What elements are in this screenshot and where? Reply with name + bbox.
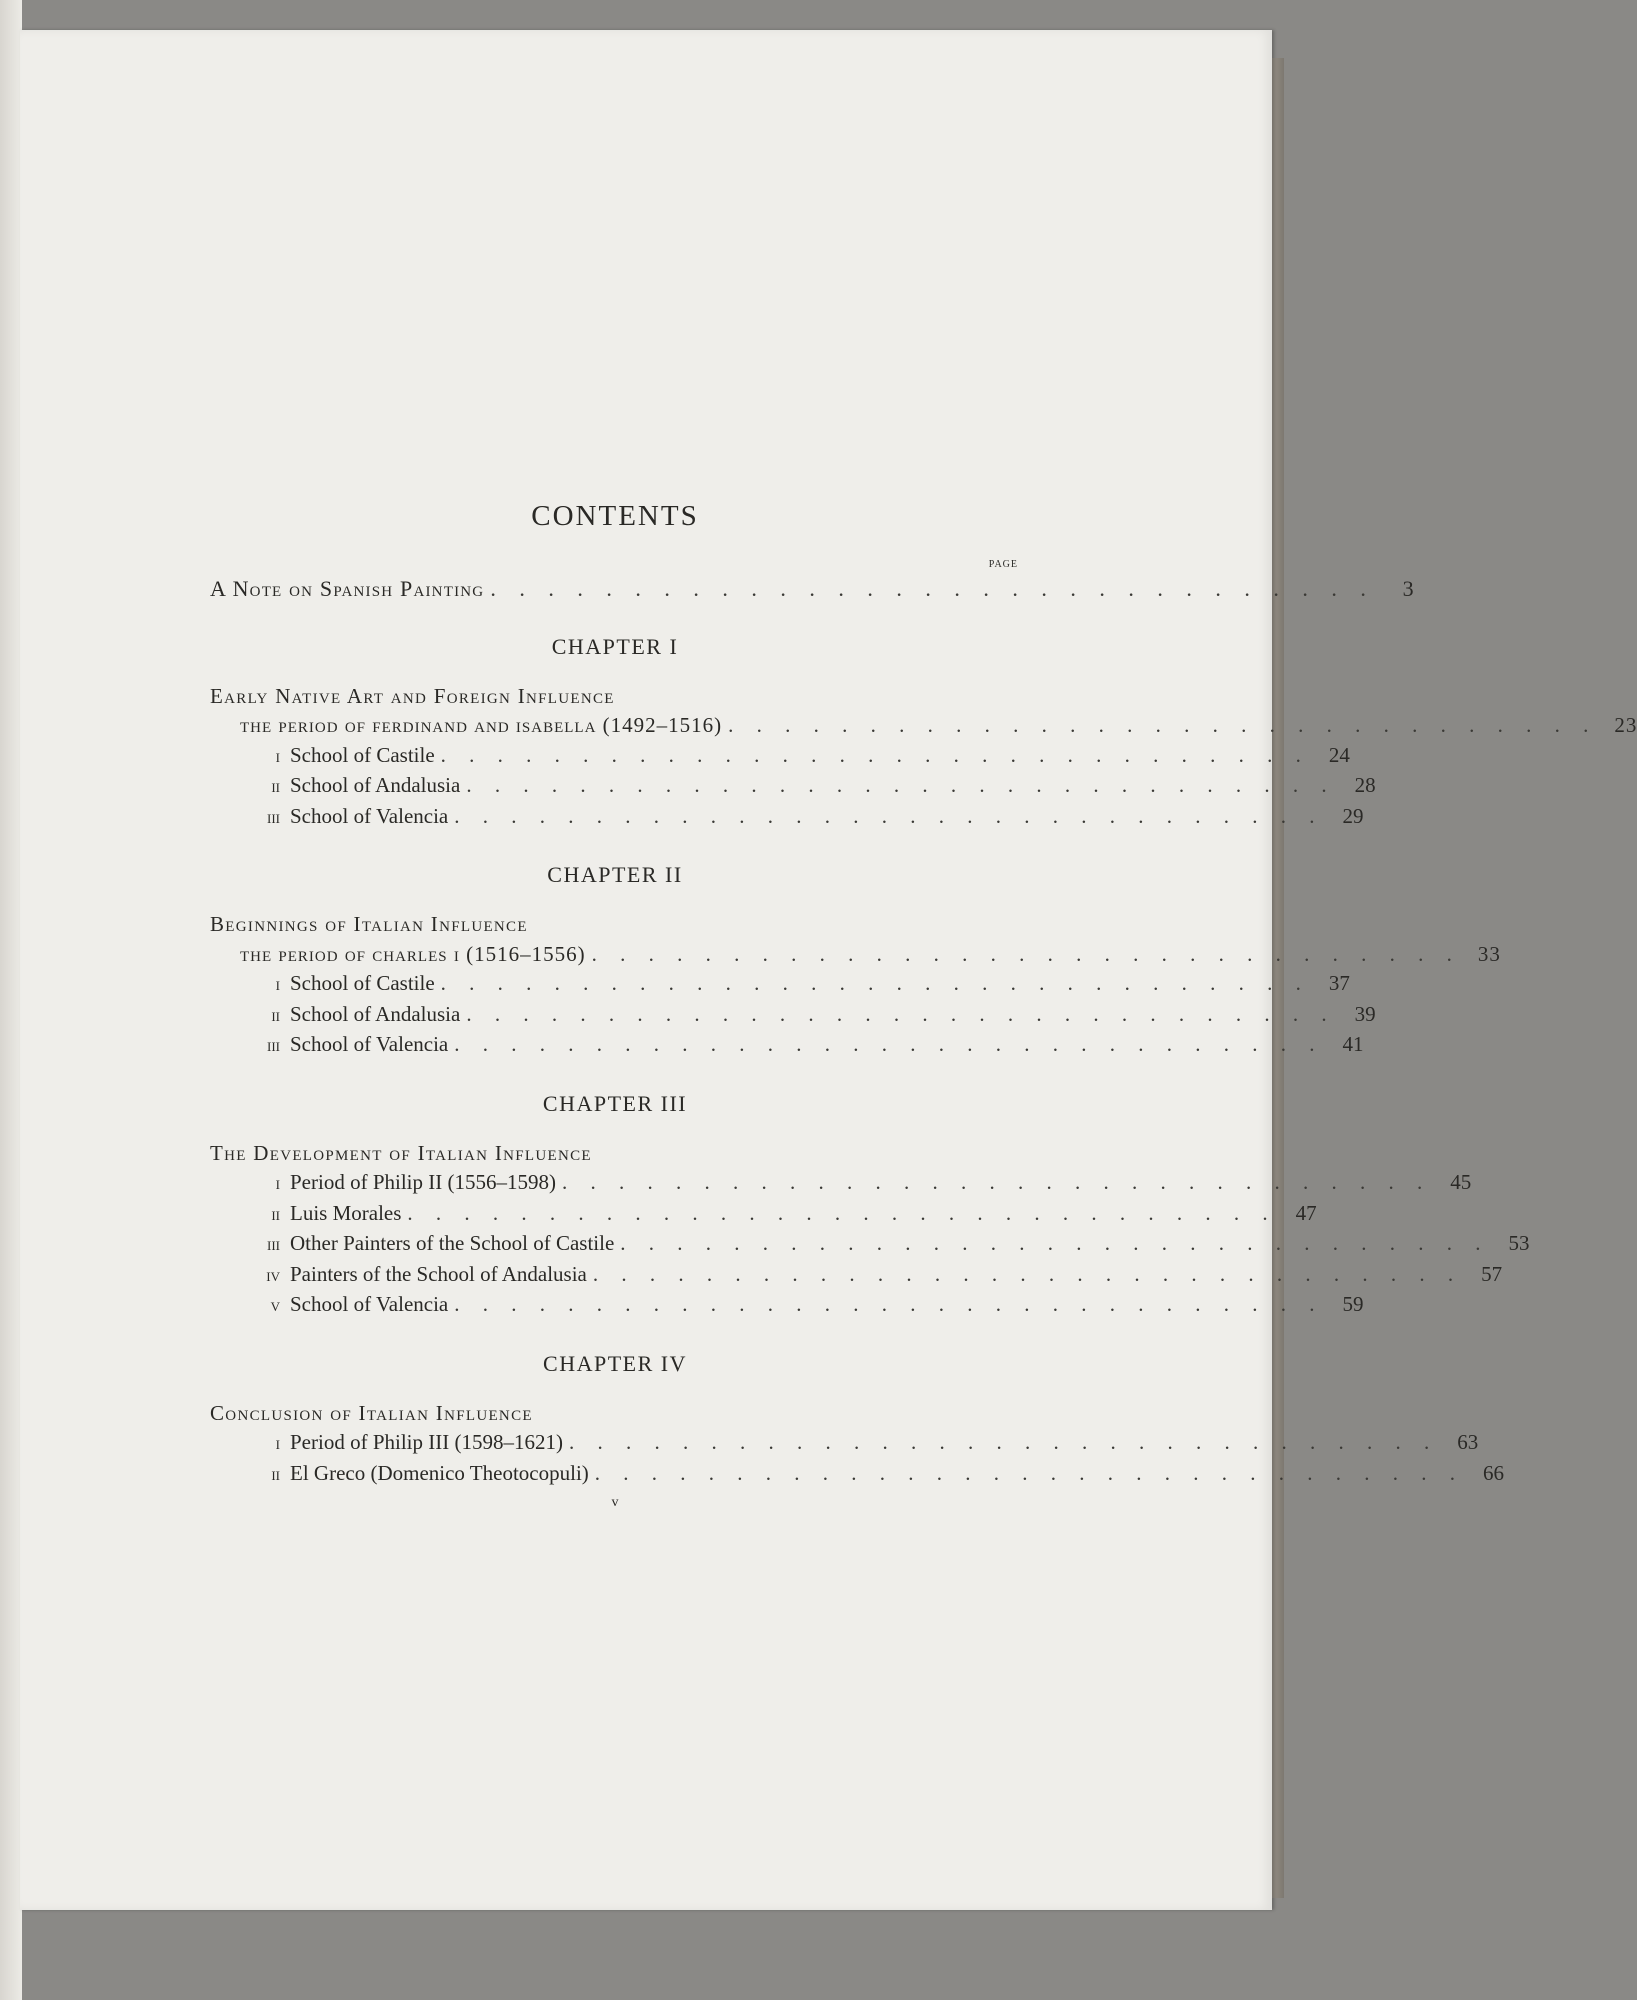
dot-leader: . . . . . . . . . . . . . . . . . . . . . . . . . . . . . . . bbox=[407, 1200, 1277, 1225]
section-number: i bbox=[275, 974, 280, 994]
entry-page: 45 bbox=[1450, 1170, 1472, 1194]
chapter-heading: CHAPTER II bbox=[547, 862, 683, 887]
entry-page: 59 bbox=[1342, 1292, 1364, 1316]
chapter-title: Early Native Art and Foreign Influence bbox=[210, 683, 615, 708]
section-number: ii bbox=[271, 1203, 280, 1224]
dot-leader: . . . . . . . . . . . . . . . . . . . . . . . . . . . . . . . bbox=[591, 941, 1461, 966]
period-entry bbox=[210, 711, 1637, 741]
section-number: iv bbox=[266, 1264, 280, 1285]
dot-leader: . . . . . . . . . . . . . . . . . . . . . . . . . . . . . . . bbox=[728, 713, 1598, 737]
dot-leader: . . . . . . . . . . . . . . . . . . . . . . . . . . . . . . . bbox=[620, 1231, 1490, 1255]
dot-leader: . . . . . . . . . . . . . . . . . . . . . . . . . . . . . . . bbox=[466, 773, 1336, 797]
entry-page: 47 bbox=[1295, 1200, 1317, 1225]
section-number: iii bbox=[267, 806, 280, 827]
entry-page: 23 bbox=[1614, 713, 1637, 737]
section-entry bbox=[210, 1199, 1317, 1230]
entry-label: School of Valencia bbox=[290, 1292, 449, 1316]
chapter-title: Conclusion of Italian Influence bbox=[210, 1400, 533, 1425]
dot-leader: . . . . . . . . . . . . . . . . . . . . . . . . . . . . . . . bbox=[568, 1430, 1439, 1454]
entry-label: Luis Morales bbox=[290, 1200, 402, 1225]
section-number: v bbox=[270, 1295, 280, 1315]
chapter-block bbox=[210, 1350, 1505, 1490]
section-entry bbox=[210, 802, 1364, 833]
period-entry bbox=[210, 940, 1501, 970]
chapter-title: The Development of Italian Influence bbox=[210, 1140, 592, 1165]
section-entry bbox=[210, 969, 1350, 1000]
dot-leader: . . . . . . . . . . . . . . . . . . . . . . . . . . . . . . . bbox=[440, 971, 1310, 995]
chapter-block bbox=[210, 862, 1501, 1061]
contents-list bbox=[210, 500, 1637, 1511]
page-title: CONTENTS bbox=[531, 500, 699, 532]
entry-label: Period of Philip II (1556–1598) bbox=[290, 1170, 556, 1194]
chapter-heading: CHAPTER IV bbox=[543, 1350, 687, 1376]
chapter-block bbox=[210, 633, 1637, 833]
dot-leader: . . . . . . . . . . . . . . . . . . . . . . . . . . . . . . . bbox=[561, 1170, 1432, 1194]
entry-page: 63 bbox=[1457, 1430, 1479, 1454]
section-entry bbox=[210, 1459, 1505, 1490]
section-entry bbox=[210, 1030, 1364, 1061]
dot-leader: . . . . . . . . . . . . . . . . . . . . . . . . . . . . . . . bbox=[490, 576, 1375, 601]
dot-leader: . . . . . . . . . . . . . . . . . . . . . . . . . . . . . . . bbox=[440, 742, 1310, 767]
section-entry bbox=[210, 1260, 1503, 1291]
section-entry bbox=[210, 741, 1350, 772]
entry-page: 28 bbox=[1354, 773, 1376, 797]
entry-label: School of Valencia bbox=[290, 1032, 449, 1056]
dot-leader: . . . . . . . . . . . . . . . . . . . . . . . . . . . . . . . bbox=[594, 1460, 1465, 1485]
entry-page: 39 bbox=[1354, 1001, 1376, 1026]
entry-label: the period of charles i (1516–1556) bbox=[240, 941, 586, 966]
book-page bbox=[20, 30, 1637, 1910]
dot-leader: . . . . . . . . . . . . . . . . . . . . . . . . . . . . . . . bbox=[454, 1032, 1324, 1056]
section-entry bbox=[210, 771, 1376, 802]
section-number: i bbox=[275, 1433, 280, 1453]
entry-page: 57 bbox=[1481, 1261, 1503, 1286]
page-column-label: PAGE bbox=[988, 559, 1018, 570]
section-entry bbox=[210, 1000, 1376, 1031]
section-number: iii bbox=[267, 1234, 280, 1254]
contents-entry-note bbox=[210, 574, 1415, 604]
dot-leader: . . . . . . . . . . . . . . . . . . . . . . . . . . . . . . . bbox=[466, 1001, 1336, 1026]
entry-label: School of Valencia bbox=[290, 803, 449, 828]
entry-label: School of Andalusia bbox=[290, 1001, 461, 1026]
entry-page: 3 bbox=[1402, 576, 1415, 601]
entry-label: El Greco (Domenico Theotocopuli) bbox=[290, 1460, 589, 1485]
section-number: i bbox=[275, 1173, 280, 1193]
chapter-block bbox=[210, 1090, 1530, 1321]
entry-page: 33 bbox=[1477, 941, 1501, 966]
entry-page: 53 bbox=[1508, 1231, 1530, 1255]
entry-label: School of Castile bbox=[290, 742, 435, 767]
entry-page: 41 bbox=[1342, 1032, 1364, 1056]
section-entry bbox=[210, 1168, 1472, 1199]
entry-label: School of Castile bbox=[290, 971, 435, 995]
entry-label: Other Painters of the School of Castile bbox=[290, 1231, 615, 1255]
entry-label: Period of Philip III (1598–1621) bbox=[290, 1430, 563, 1454]
entry-label: the period of ferdinand and isabella (1492–1516) bbox=[240, 713, 723, 737]
section-number: iii bbox=[267, 1035, 280, 1055]
page-folio: v bbox=[611, 1495, 619, 1510]
entry-label: A Note on Spanish Painting bbox=[210, 576, 485, 601]
entry-label: Painters of the School of Andalusia bbox=[290, 1261, 587, 1286]
section-number: ii bbox=[271, 776, 280, 796]
chapter-heading: CHAPTER III bbox=[542, 1090, 688, 1116]
dot-leader: . . . . . . . . . . . . . . . . . . . . . . . . . . . . . . . bbox=[592, 1261, 1463, 1286]
section-entry bbox=[210, 1290, 1364, 1321]
entry-page: 37 bbox=[1328, 971, 1350, 995]
entry-label: School of Andalusia bbox=[290, 773, 461, 797]
section-entry bbox=[210, 1428, 1479, 1459]
entry-page: 29 bbox=[1342, 803, 1364, 828]
entry-page: 66 bbox=[1483, 1460, 1505, 1485]
chapter-heading: CHAPTER I bbox=[551, 633, 679, 659]
section-number: ii bbox=[271, 1463, 280, 1484]
dot-leader: . . . . . . . . . . . . . . . . . . . . . . . . . . . . . . . bbox=[454, 1292, 1324, 1316]
dot-leader: . . . . . . . . . . . . . . . . . . . . . . . . . . . . . . . bbox=[454, 803, 1324, 828]
chapter-title: Beginnings of Italian Influence bbox=[210, 912, 528, 936]
entry-page: 24 bbox=[1328, 742, 1350, 767]
book-gutter bbox=[0, 0, 22, 2000]
section-entry bbox=[210, 1229, 1530, 1260]
section-number: ii bbox=[271, 1004, 280, 1025]
section-number: i bbox=[275, 745, 280, 766]
